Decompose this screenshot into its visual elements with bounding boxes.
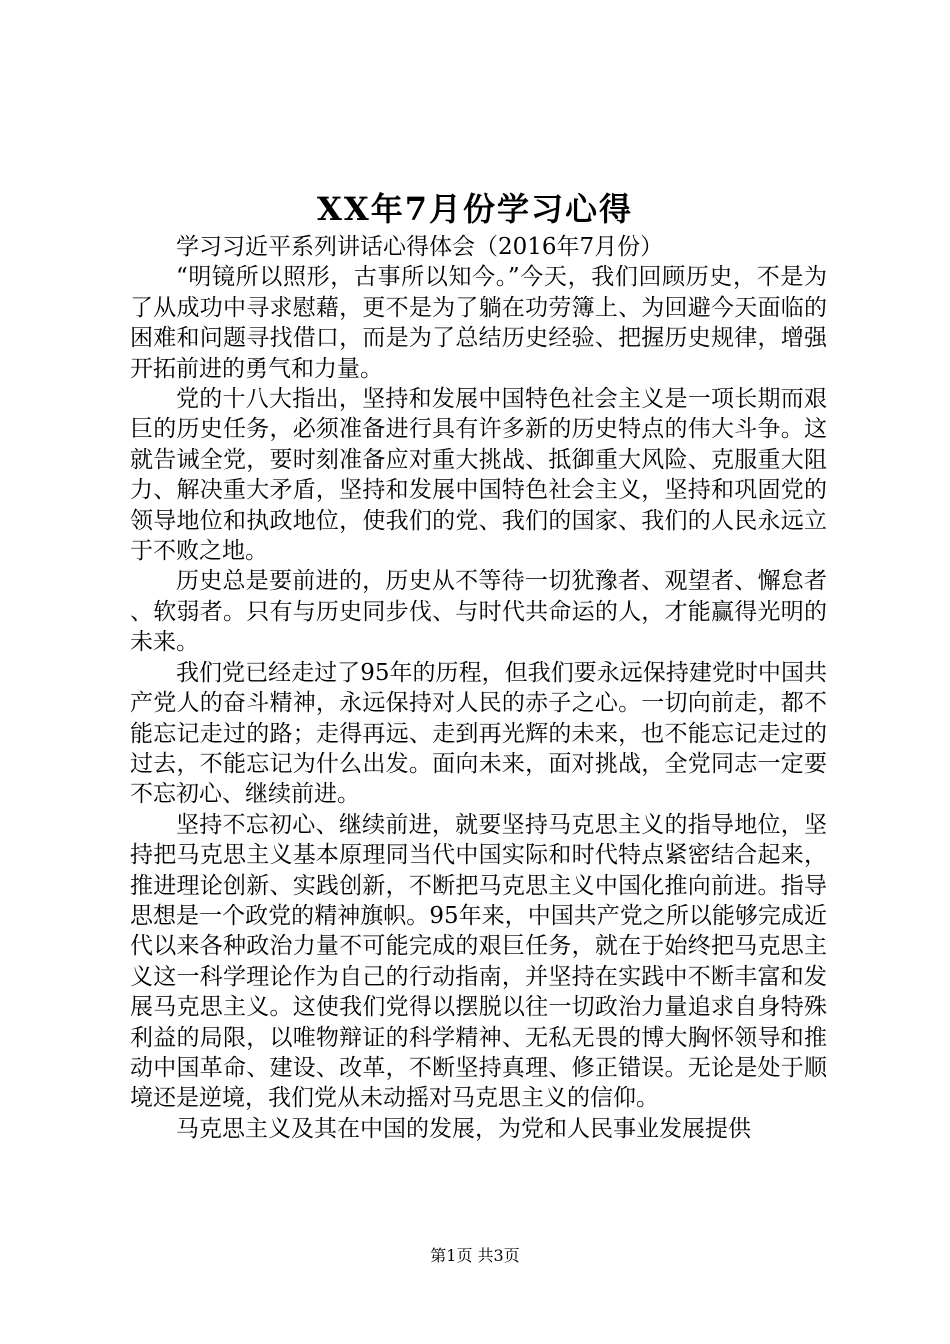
paragraph: 党的十八大指出，坚持和发展中国特色社会主义是一项长期而艰巨的历史任务，必须准备进行具有许多新的历史特点的伟大斗争。这就告诫全党，要时刻准备应对重大挑战、抵御重大风险、克服重大阻力、解决重大矛盾，坚持和发展中国特色社会主义，坚持和巩固党的领导地位和执政地位，使我们的党、我们的国家、我们的人民永远立于不败之地。 [130, 386, 827, 565]
paragraph: 坚持不忘初心、继续前进，就要坚持马克思主义的指导地位，坚持把马克思主义基本原理同当代中国实际和时代特点紧密结合起来，推进理论创新、实践创新，不断把马克思主义中国化推向前进。指导思想是一个政党的精神旗帜。95年来，中国共产党之所以能够完成近代以来各种政治力量不可能完成的艰巨任务，就在于始终把马克思主义这一科学理论作为自己的行动指南，并坚持在实践中不断丰富和发展马克思主义。这使我们党得以摆脱以往一切政治力量追求自身特殊利益的局限，以唯物辩证的科学精神、无私无畏的博大胸怀领导和推动中国革命、建设、改革，不断坚持真理、修正错误。无论是处于顺境还是逆境，我们党从未动摇对马克思主义的信仰。 [130, 811, 827, 1112]
paragraph: “明镜所以照形，古事所以知今。”今天，我们回顾历史，不是为了从成功中寻求慰藉，更不是为了躺在功劳簿上、为回避今天面临的困难和问题寻找借口，而是为了总结历史经验、把握历史规律，增强开拓前进的勇气和力量。 [130, 264, 827, 382]
document-subtitle: 学习习近平系列讲话心得体会（2016年7月份） [176, 234, 664, 260]
page-number: 第1页 共3页 [430, 1246, 520, 1265]
document-title: XX年7月份学习心得 [317, 190, 633, 228]
paragraph: 我们党已经走过了95年的历程，但我们要永远保持建党时中国共产党人的奋斗精神，永远保持对人民的赤子之心。一切向前走，都不能忘记走过的路；走得再远、走到再光辉的未来，也不能忘记走过的过去，不能忘记为什么出发。面向未来，面对挑战，全党同志一定要不忘初心、继续前进。 [130, 659, 827, 808]
paragraph: 马克思主义及其在中国的发展，为党和人民事业发展提供 [176, 1115, 751, 1142]
paragraph: 历史总是要前进的，历史从不等待一切犹豫者、观望者、懈怠者、软弱者。只有与历史同步伐、与时代共命运的人，才能赢得光明的未来。 [130, 568, 827, 656]
document-body [130, 232, 827, 1144]
